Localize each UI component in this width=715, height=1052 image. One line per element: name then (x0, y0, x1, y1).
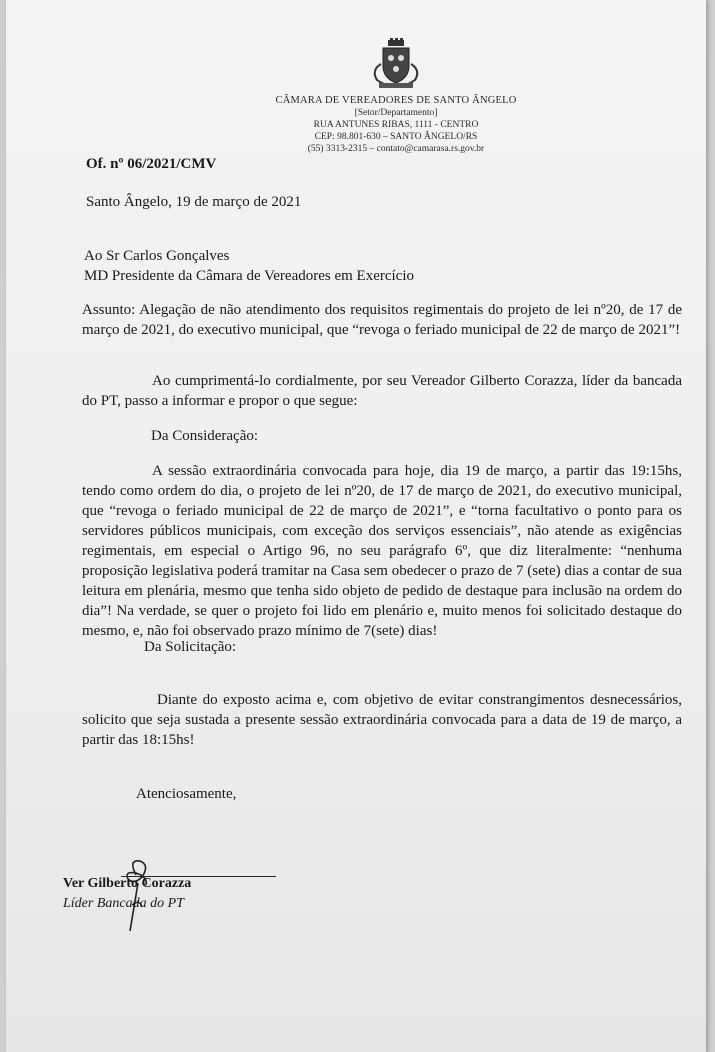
recipient-title: MD Presidente da Câmara de Vereadores em Exercício (84, 268, 415, 284)
postal-code: CEP: 98.801-630 – SANTO ÂNGELO/RS (314, 132, 478, 142)
contact-info: (55) 3313-2315 – contato@camarasa.rs.gov.br (307, 144, 485, 154)
document-number: Of. nº 06/2021/CMV (86, 156, 217, 172)
coat-of-arms-icon (365, 38, 427, 90)
document-page (6, 0, 706, 1052)
intro-paragraph: Ao cumprimentá-lo cordialmente, por seu Vereador Gilberto Corazza, líder da bancada do PT, passo a informar e propor o que segue: (82, 373, 682, 409)
street-address: RUA ANTUNES RIBAS, 1111 - CENTRO (313, 120, 479, 130)
closing-salutation: Atenciosamente, (136, 786, 237, 802)
recipient-block (84, 246, 414, 286)
consideration-paragraph: A sessão extraordinária convocada para hoje, dia 19 de março, a partir das 19:15hs, tendo como ordem do dia, o projeto de lei nº20, de 17 de março de 2021, do executivo municipal, que “revoga o feriado municipal de 22 de março de 2021”, e “torna facultativo o ponto para os servidores públicos municipais, com exceção dos serviços essenciais”, não atende as exigências regimentais, em especial o Artigo 96, no seu parágrafo 6º, que diz literalmente: “nenhuma proposição legislativa poderá tramitar na Casa sem obedecer o prazo de 7 (sete) dias a contar de sua leitura em plenária, mesmo que tenha sido objeto de pedido de destaque para inclusão na ordem do dia”! Na verdade, se quer o projeto foi lido em plenário e, muito menos foi solicitado destaque do mesmo, e, não foi observado prazo mínimo de 7(sete) dias! (82, 463, 682, 639)
signer-role: Líder Bancada do PT (63, 896, 184, 911)
handwritten-signature (106, 855, 166, 935)
letterhead (226, 38, 566, 155)
recipient-name: Ao Sr Carlos Gonçalves (84, 248, 230, 264)
department: [Setor/Departamento] (354, 108, 438, 118)
consideration-heading: Da Consideração: (151, 428, 259, 444)
signer-name: Ver Gilberto Corazza (63, 876, 192, 891)
date-line: Santo Ângelo, 19 de março de 2021 (86, 194, 302, 210)
request-paragraph: Diante do exposto acima e, com objetivo de evitar constrangimentos desnecessários, solicito que seja sustada a presente sessão extraordinária convocada para a data de 19 de março, a partir das 18:15hs! (82, 692, 682, 748)
request-heading: Da Solicitação: (144, 639, 237, 655)
subject-paragraph: Assunto: Alegação de não atendimento dos requisitos regimentais do projeto de lei nº20, de 17 de março de 2021, do executivo municipal, que “revoga o feriado municipal de 22 de março de 2021”! (82, 302, 682, 338)
org-name: CÂMARA DE VEREADORES DE SANTO ÂNGELO (275, 95, 517, 106)
